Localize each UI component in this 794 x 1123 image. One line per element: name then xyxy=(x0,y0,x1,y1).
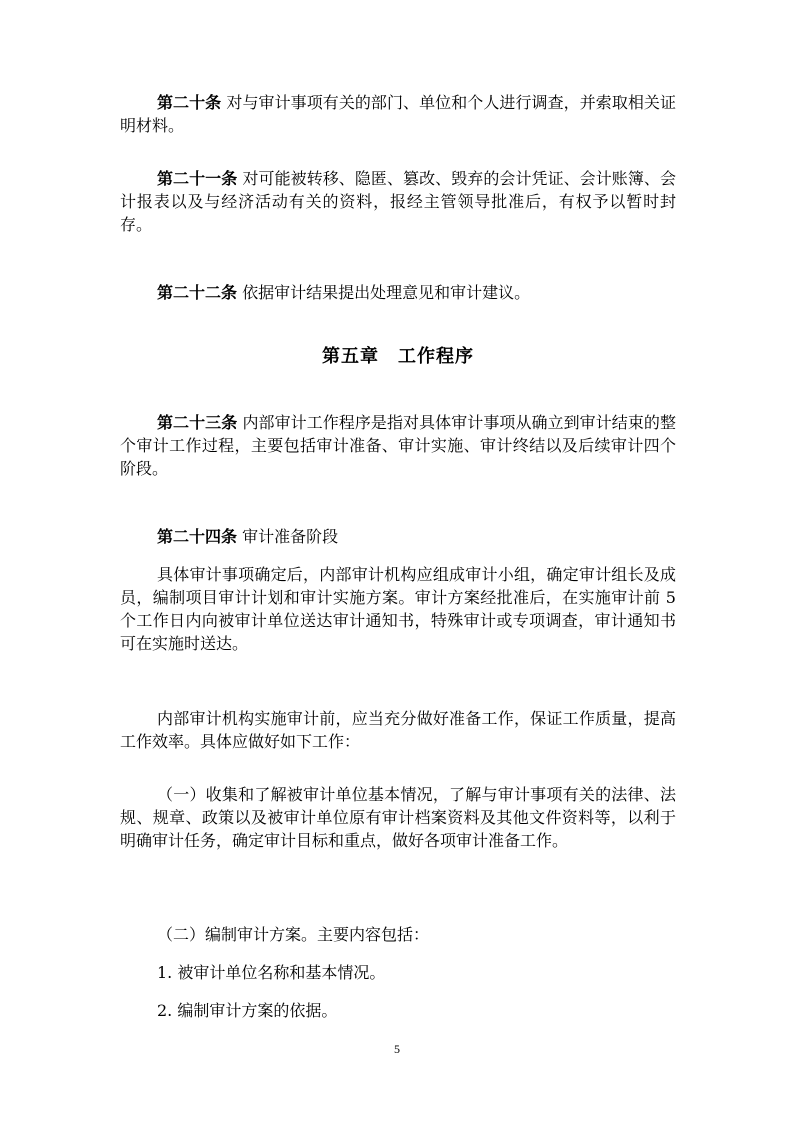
article-23-label: 第二十三条 xyxy=(157,413,238,432)
paragraph-item-2: （二）编制审计方案。主要内容包括： xyxy=(157,925,430,944)
article-23 xyxy=(120,410,676,479)
article-21 xyxy=(120,166,676,235)
article-24-label: 第二十四条 xyxy=(157,527,238,546)
list-item-2: 2. 编制审计方案的依据。 xyxy=(157,1001,338,1020)
paragraph-item-1: （一）收集和了解被审计单位基本情况，了解与审计事项有关的法律、法规、规章、政策以及被审计单位原有审计档案资料及其他文件资料等，以利于明确审计任务，确定审计目标和重点，做好各项审计准备工作。 xyxy=(120,785,676,850)
article-20-text: 对与审计事项有关的部门、单位和个人进行调查，并索取相关证明材料。 xyxy=(120,93,676,135)
article-21-text: 对可能被转移、隐匿、篡改、毁弃的会计凭证、会计账簿、会计报表以及与经济活动有关的资料，报经主管领导批准后，有权予以暂时封存。 xyxy=(120,169,676,234)
article-21-label: 第二十一条 xyxy=(157,169,238,188)
page-number: 5 xyxy=(394,1042,400,1056)
article-23-text: 内部审计工作程序是指对具体审计事项从确立到审计结束的整个审计工作过程，主要包括审计准备、审计实施、审计终结以及后续审计四个阶段。 xyxy=(120,413,676,478)
paragraph-audit-team: 具体审计事项确定后，内部审计机构应组成审计小组，确定审计组长及成员，编制项目审计计划和审计实施方案。审计方案经批准后，在实施审计前 5 个工作日内向被审计单位送达审计通知书，特殊审计或专项调查，审计通知书可在实施时送达。 xyxy=(120,565,676,653)
article-20 xyxy=(120,90,676,136)
article-22 xyxy=(120,280,676,303)
list-item-1: 1. 被审计单位名称和基本情况。 xyxy=(157,963,386,982)
article-22-label: 第二十二条 xyxy=(157,283,238,302)
article-24-text: 审计准备阶段 xyxy=(242,527,339,546)
chapter-title: 第五章 工作程序 xyxy=(322,346,474,367)
article-24 xyxy=(120,524,676,547)
article-20-label: 第二十条 xyxy=(157,93,222,112)
paragraph-preparation: 内部审计机构实施审计前，应当充分做好准备工作，保证工作质量，提高工作效率。具体应做好如下工作： xyxy=(120,709,676,751)
article-22-text: 依据审计结果提出处理意见和审计建议。 xyxy=(242,283,531,302)
